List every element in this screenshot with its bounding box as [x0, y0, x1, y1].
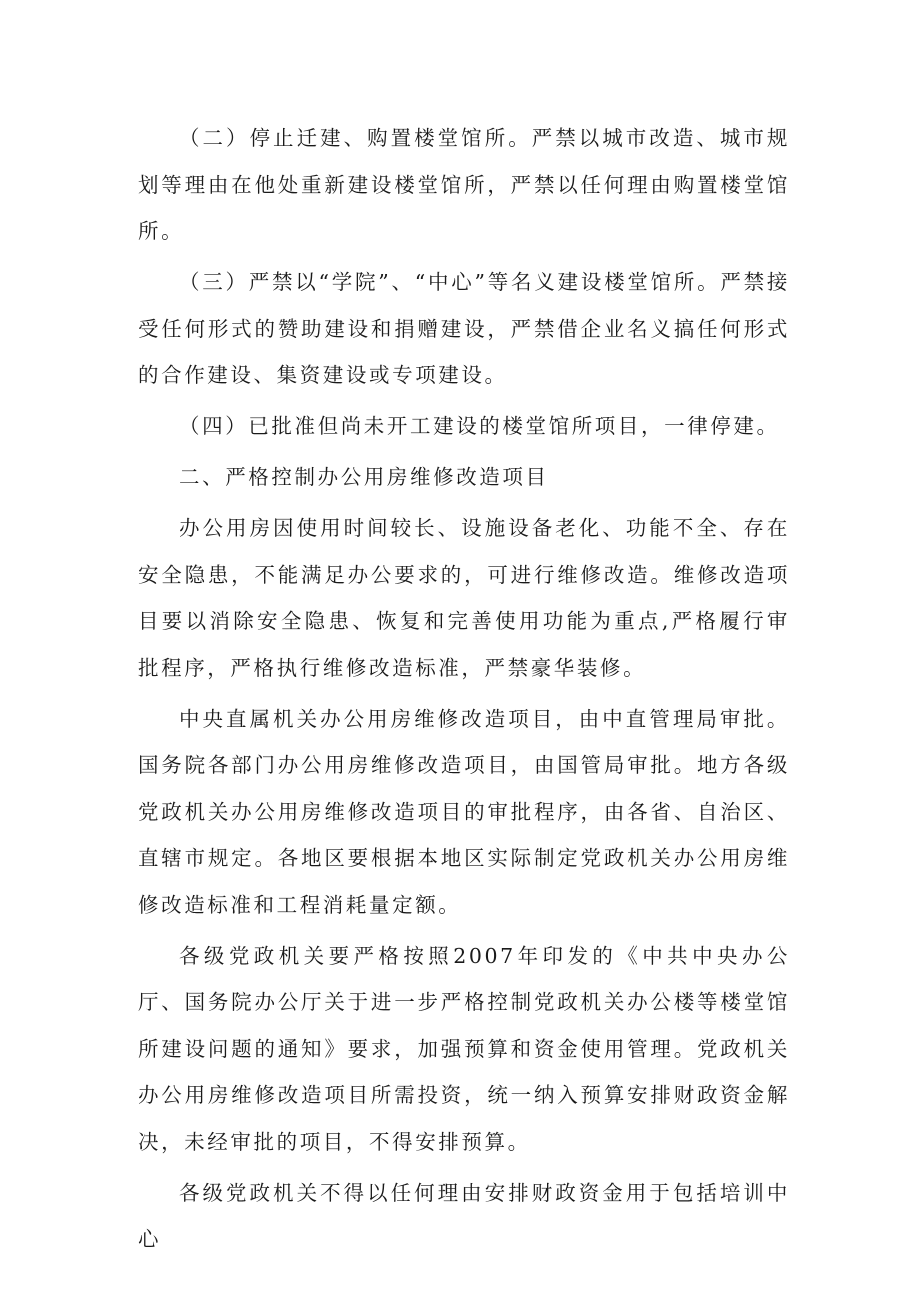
- paragraph-approval-authority: 中央直属机关办公用房维修改造项目，由中直管理局审批。国务院各部门办公用房维修改造项目，由国管局审批。地方各级党政机关办公用房维修改造项目的审批程序，由各省、自治区、直辖市规定。各地区要根据本地区实际制定党政机关办公用房维修改造标准和工程消耗量定额。: [138, 706, 790, 917]
- paragraph-budget-management: 各级党政机关要严格按照2007年印发的《中共中央办公厅、国务院办公厅关于进一步严格控制党政机关办公楼等楼堂馆所建设问题的通知》要求，加强预算和资金使用管理。党政机关办公用房维修改造项目所需投资，统一纳入预算安排财政资金解决，未经审批的项目，不得安排预算。: [138, 943, 790, 1154]
- paragraph-renovation-conditions: 办公用房因使用时间较长、设施设备老化、功能不全、存在安全隐患，不能满足办公要求的，可进行维修改造。维修改造项目要以消除安全隐患、恢复和完善使用功能为重点,严格履行审批程序，严格执行维修改造标准，严禁豪华装修。: [138, 516, 790, 680]
- paragraph-item-4-halt: （四）已批准但尚未开工建设的楼堂馆所项目，一律停建。: [179, 414, 780, 438]
- section-heading-2: 二、严格控制办公用房维修改造项目: [179, 465, 549, 489]
- paragraph-funding-restriction: 各级党政机关不得以任何理由安排财政资金用于包括培训中心: [138, 1180, 790, 1251]
- document-body: [138, 115, 790, 1267]
- paragraph-item-3-naming: （三）严禁以“学院”、“中心”等名义建设楼堂馆所。严禁接受任何形式的赞助建设和捐赠建设，严禁借企业名义搞任何形式的合作建设、集资建设或专项建设。: [138, 270, 790, 387]
- paragraph-item-2-relocation: （二）停止迁建、购置楼堂馆所。严禁以城市改造、城市规划等理由在他处重新建设楼堂馆所，严禁以任何理由购置楼堂馆所。: [138, 126, 790, 243]
